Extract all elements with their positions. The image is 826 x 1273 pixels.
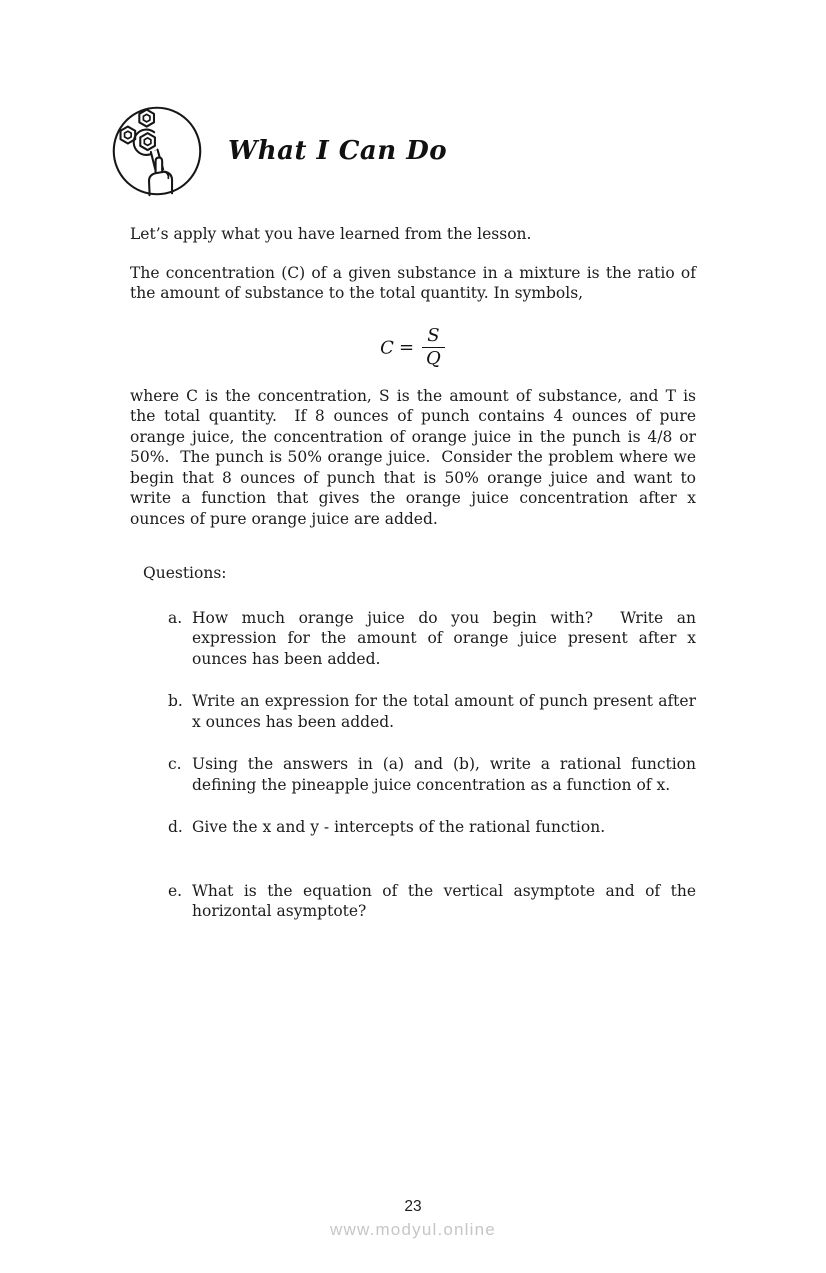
questions-label: Questions: xyxy=(143,564,227,583)
questions-list xyxy=(168,608,701,922)
question-text: What is the equation of the vertical asymptote and of the horizontal asymptote? xyxy=(192,881,701,921)
paragraph-problem: where C is the concentration, S is the amount of substance, and T is the total quantity. If 8 ounces of punch contains 4 ounces of pure orange juice, the concentration of orange juice in the punch is 4/8 or 50%. The punch is 50% orange juice. Consider the problem where we begin that 8 ounces of punch that is 50% orange juice and want to write a function that gives the orange juice concentration after x ounces of pure orange juice are added. xyxy=(130,386,701,528)
question-text: Write an expression for the total amount of punch present after x ounces has been added. xyxy=(192,692,701,731)
question-text: Give the x and y - intercepts of the rational function. xyxy=(192,818,606,837)
formula-fraction xyxy=(421,326,446,370)
question-letter: b. xyxy=(168,692,183,711)
question-item-b xyxy=(168,691,701,732)
intro-text: Let’s apply what you have learned from the lesson. xyxy=(130,225,532,243)
question-item-e xyxy=(168,881,701,922)
question-item-c xyxy=(168,754,701,795)
question-letter: a. xyxy=(168,608,183,627)
question-text: How much orange juice do you begin with? Write an expression for the amount of orange juice present after x ounces has been added. xyxy=(192,608,701,668)
content-column xyxy=(130,224,701,922)
question-item-a xyxy=(168,608,701,670)
hand-wrench-icon xyxy=(110,104,204,198)
formula-c-equals-s-over-q xyxy=(130,326,696,370)
document-page xyxy=(0,104,826,1273)
page-footer xyxy=(0,1198,826,1240)
watermark-text: www.modyul.online xyxy=(330,1220,496,1239)
question-letter: d. xyxy=(168,818,183,837)
formula-numerator: S xyxy=(422,326,444,349)
question-letter: e. xyxy=(168,881,183,900)
page-number: 23 xyxy=(404,1198,422,1215)
question-letter: c. xyxy=(168,755,182,774)
formula-equals-sign: = xyxy=(398,337,415,359)
section-title: What I Can Do xyxy=(228,136,448,166)
question-text: Using the answers in (a) and (b), write a rational function defining the pineapple juice concentration as a function of x. xyxy=(192,755,701,794)
formula-lhs: C xyxy=(380,337,394,359)
section-header xyxy=(110,104,826,198)
paragraph-concentration: The concentration (C) of a given substance in a mixture is the ratio of the amount of substance to the total quantity. In symbols, xyxy=(130,263,701,302)
question-item-d xyxy=(168,817,696,838)
formula-denominator: Q xyxy=(426,348,441,370)
